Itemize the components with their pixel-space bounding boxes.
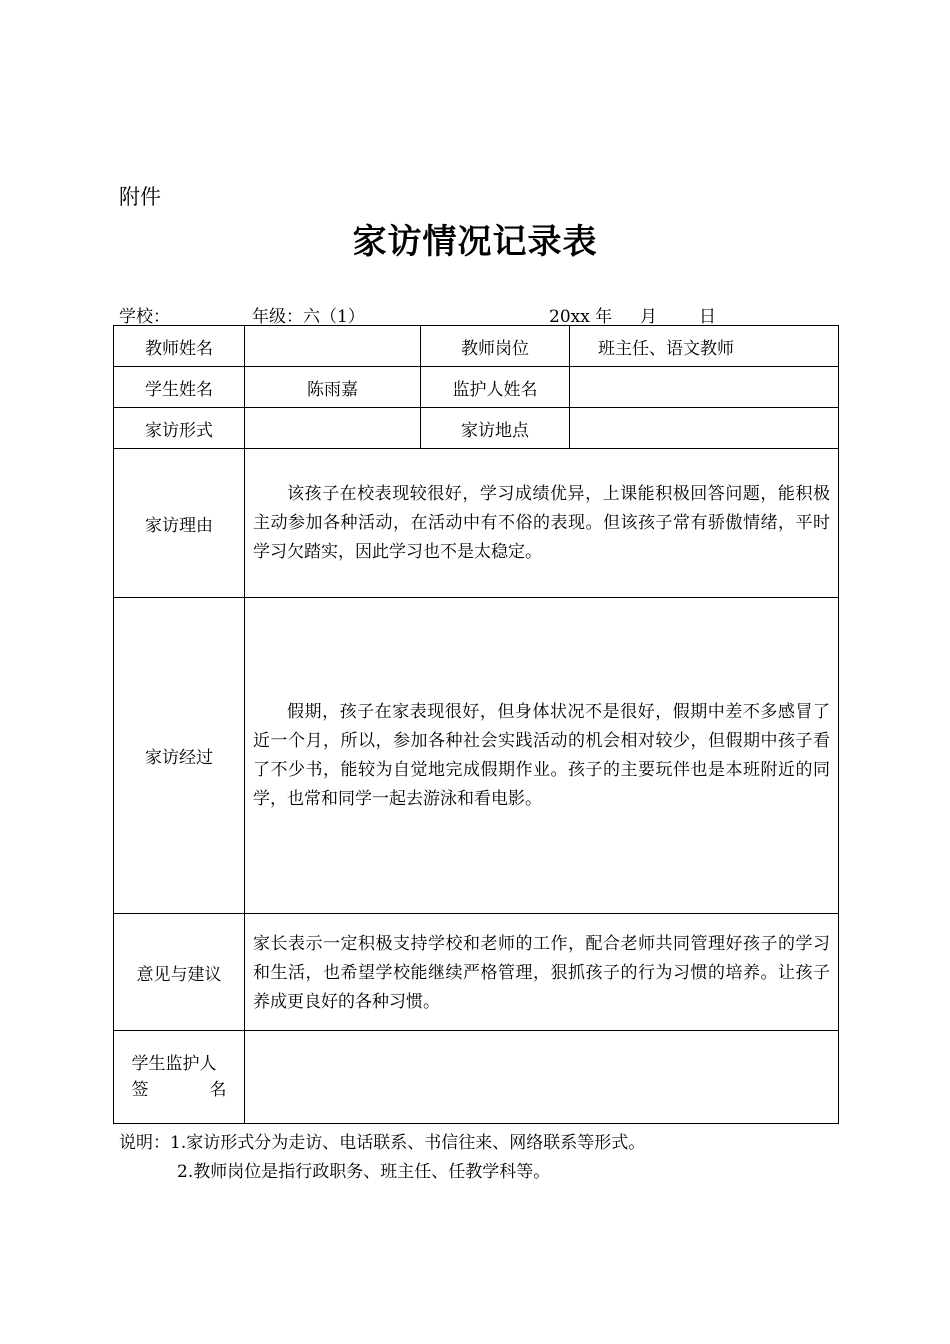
guardian-name-value bbox=[570, 367, 839, 408]
teacher-post-label: 教师岗位 bbox=[421, 326, 570, 367]
date-year: 20xx 年 bbox=[549, 307, 613, 327]
attachment-label: 附件 bbox=[119, 185, 161, 209]
date-day: 日 bbox=[699, 307, 716, 327]
opinion-text: 家长表示一定积极支持学校和老师的工作，配合老师共同管理好孩子的学习和生活，也希望学校能继续严格管理，狠抓孩子的行为习惯的培养。让孩子养成更良好的各种习惯。 bbox=[245, 914, 839, 1031]
visit-reason-label: 家访理由 bbox=[114, 449, 245, 598]
notes bbox=[119, 1129, 645, 1187]
visit-record-table bbox=[113, 325, 839, 1124]
signature-label-sign: 签 bbox=[131, 1080, 149, 1100]
visit-form-label: 家访形式 bbox=[114, 408, 245, 449]
signature-label-line1: 学生监护人 bbox=[131, 1054, 217, 1074]
visit-place-value bbox=[570, 408, 839, 449]
table-row bbox=[114, 598, 839, 914]
guardian-signature-label bbox=[114, 1031, 245, 1124]
table-row bbox=[114, 449, 839, 598]
table-row bbox=[114, 1031, 839, 1124]
visit-form-value bbox=[245, 408, 421, 449]
note-line-2: 2.教师岗位是指行政职务、班主任、任教学科等。 bbox=[177, 1162, 551, 1182]
date-month: 月 bbox=[640, 307, 657, 327]
grade-field: 年级：六（1） bbox=[252, 307, 365, 327]
table-row bbox=[114, 914, 839, 1031]
table-row bbox=[114, 367, 839, 408]
teacher-post-value: 班主任、语文教师 bbox=[570, 326, 839, 367]
opinion-label: 意见与建议 bbox=[114, 914, 245, 1031]
table-row bbox=[114, 408, 839, 449]
teacher-name-label: 教师姓名 bbox=[114, 326, 245, 367]
teacher-name-value bbox=[245, 326, 421, 367]
guardian-name-label: 监护人姓名 bbox=[421, 367, 570, 408]
school-field-label: 学校： bbox=[119, 307, 170, 327]
student-name-value: 陈雨嘉 bbox=[245, 367, 421, 408]
page-title: 家访情况记录表 bbox=[352, 222, 598, 262]
visit-place-label: 家访地点 bbox=[421, 408, 570, 449]
signature-label-name: 名 bbox=[209, 1080, 227, 1100]
student-name-label: 学生姓名 bbox=[114, 367, 245, 408]
table-row bbox=[114, 326, 839, 367]
note-line-1: 说明：1.家访形式分为走访、电话联系、书信往来、网络联系等形式。 bbox=[119, 1133, 646, 1153]
guardian-signature-value bbox=[245, 1031, 839, 1124]
visit-reason-text: 该孩子在校表现较很好，学习成绩优异，上课能积极回答问题，能积极主动参加各种活动，在活动中有不俗的表现。但该孩子常有骄傲情绪，平时学习欠踏实，因此学习也不是太稳定。 bbox=[245, 449, 839, 598]
visit-process-label: 家访经过 bbox=[114, 598, 245, 914]
visit-process-text: 假期，孩子在家表现很好，但身体状况不是很好，假期中差不多感冒了近一个月，所以，参加各种社会实践活动的机会相对较少，但假期中孩子看了不少书，能较为自觉地完成假期作业。孩子的主要玩伴也是本班附近的同学，也常和同学一起去游泳和看电影。 bbox=[245, 598, 839, 914]
